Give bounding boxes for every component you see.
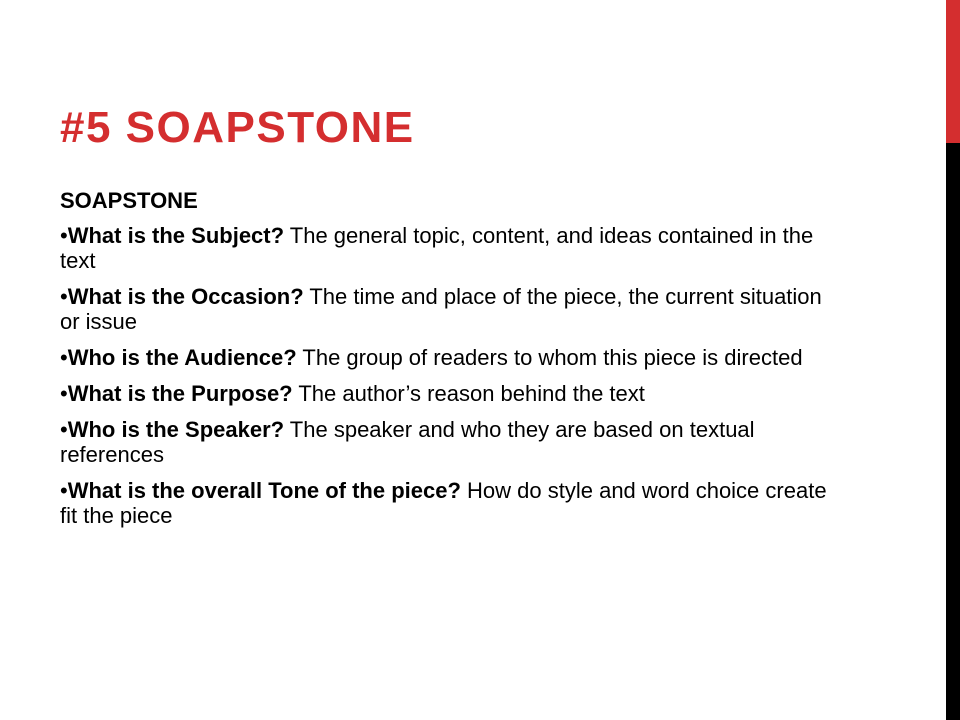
item-question: What is the Occasion? xyxy=(67,284,304,309)
list-item xyxy=(60,223,840,273)
slide-body xyxy=(60,188,840,539)
body-heading: SOAPSTONE xyxy=(60,188,198,213)
list-item xyxy=(60,345,840,370)
item-question: What is the Purpose? xyxy=(67,381,293,406)
bullet: • xyxy=(60,223,68,248)
item-question: Who is the Audience? xyxy=(67,345,297,370)
bullet: • xyxy=(60,284,68,309)
item-question: What is the Subject? xyxy=(67,223,285,248)
list-item xyxy=(60,381,840,406)
item-description: The group of readers to whom this piece is directed xyxy=(296,345,803,370)
item-description: The speaker and who they are based on textual references xyxy=(60,417,755,467)
item-description: The time and place of the piece, the current situation or issue xyxy=(60,284,822,334)
side-accent-black-segment xyxy=(946,143,960,720)
list-item xyxy=(60,478,840,528)
item-description: The general topic, content, and ideas contained in the text xyxy=(60,223,814,273)
bullet: • xyxy=(60,478,68,503)
list-item xyxy=(60,417,840,467)
item-question: Who is the Speaker? xyxy=(67,417,285,442)
slide-title: #5 SOAPSTONE xyxy=(60,103,415,152)
side-accent-bar xyxy=(946,0,960,720)
item-description: How do style and word choice create fit the piece xyxy=(60,478,827,528)
bullet: • xyxy=(60,417,68,442)
bullet: • xyxy=(60,381,68,406)
item-question: What is the overall Tone of the piece? xyxy=(67,478,461,503)
item-description: The author’s reason behind the text xyxy=(292,381,645,406)
side-accent-red-segment xyxy=(946,0,960,143)
list-item xyxy=(60,284,840,334)
bullet: • xyxy=(60,345,68,370)
